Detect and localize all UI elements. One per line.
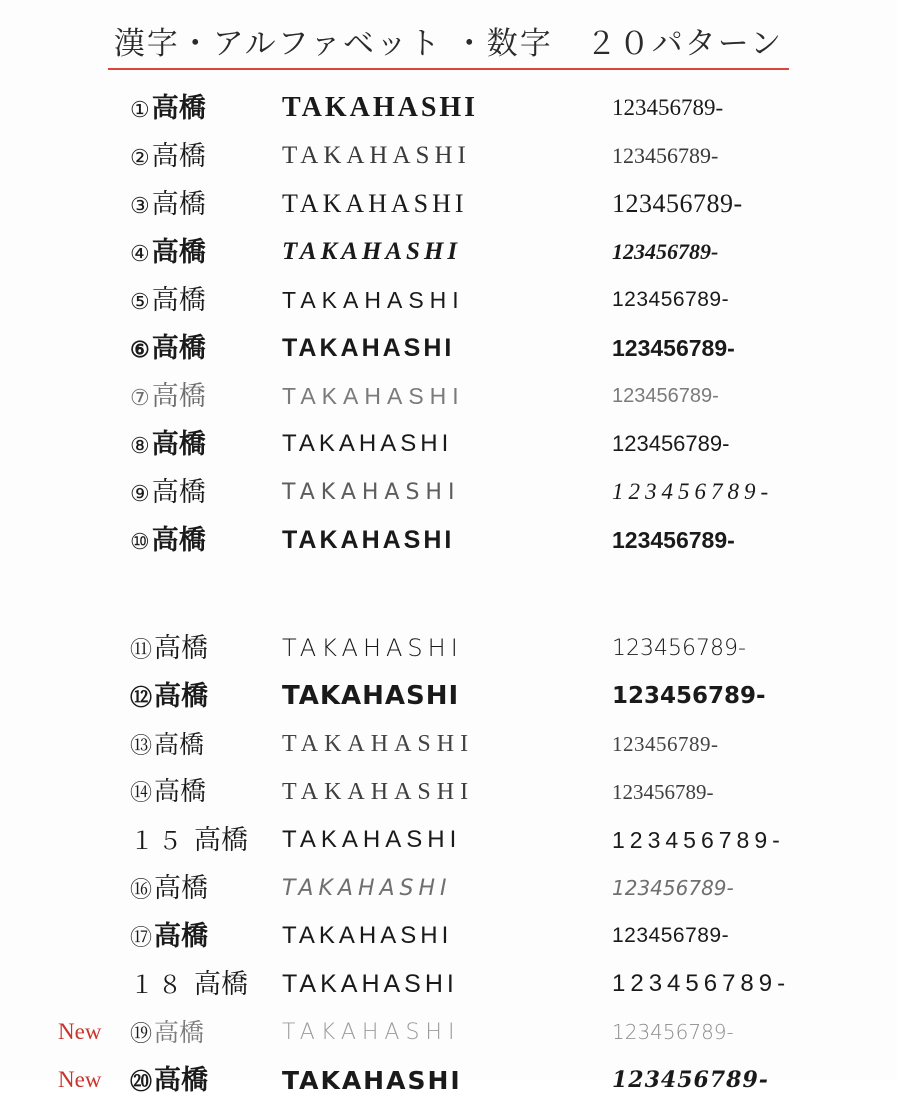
numerals-sample: 123456789- (612, 189, 743, 218)
kanji-text: 高橋 (151, 476, 206, 508)
kanji-sample (130, 332, 282, 364)
numerals-sample: 123456789- (612, 95, 724, 120)
kanji-sample (130, 1064, 282, 1096)
kanji-sample (130, 968, 282, 1000)
pattern-number: ⑫ (130, 684, 153, 710)
kanji-text: 高橋 (154, 872, 209, 904)
numerals-sample: 123456789- (612, 479, 774, 504)
pattern-row-17[interactable] (0, 912, 897, 960)
pattern-number: １５ (130, 827, 186, 855)
pattern-row-19[interactable] (0, 1008, 897, 1056)
numerals-sample: 123456789- (612, 526, 735, 553)
pattern-number: １８ (130, 971, 186, 999)
alphabet-sample: TAKAHASHI (282, 1019, 461, 1045)
pattern-row-1[interactable] (0, 84, 897, 132)
kanji-sample (130, 779, 282, 805)
pattern-row-2[interactable] (0, 132, 897, 180)
pattern-number: ⑭ (130, 780, 153, 805)
pattern-number: ⑰ (130, 924, 153, 950)
kanji-text: 高橋 (194, 824, 248, 856)
pattern-row-14[interactable] (0, 768, 897, 816)
numerals-sample: 123456789- (612, 239, 719, 264)
pattern-row-4[interactable] (0, 228, 897, 276)
pattern-number: ⑪ (130, 636, 153, 662)
title-block (0, 0, 897, 74)
pattern-row-12[interactable] (0, 672, 897, 720)
kanji-text: 高橋 (194, 968, 248, 1000)
numerals-sample: 123456789- (612, 143, 719, 168)
pattern-row-15[interactable] (0, 816, 897, 864)
numerals-sample: 123456789- (612, 334, 735, 361)
numerals-sample: 123456789- (612, 1067, 769, 1093)
pattern-row-16[interactable] (0, 864, 897, 912)
alphabet-sample: TAKAHASHI (282, 634, 463, 662)
kanji-sample (130, 140, 282, 172)
numerals-sample: 123456789- (612, 384, 719, 407)
alphabet-sample: TAKAHASHI (282, 922, 453, 949)
pattern-row-13[interactable] (0, 720, 897, 768)
pattern-number: ③ (130, 192, 150, 218)
kanji-sample (130, 872, 282, 904)
pattern-number: ⑬ (130, 732, 153, 758)
kanji-text: 高橋 (154, 1017, 205, 1047)
kanji-text: 高橋 (151, 524, 206, 556)
kanji-text: 高橋 (154, 632, 209, 664)
pattern-number: ⑥ (130, 336, 150, 362)
alphabet-sample: TAKAHASHI (282, 92, 479, 123)
kanji-sample (130, 920, 282, 952)
alphabet-sample: TAKAHASHI (282, 969, 458, 998)
alphabet-sample: TAKAHASHI (282, 681, 460, 711)
pattern-row-9[interactable] (0, 468, 897, 516)
alphabet-sample: TAKAHASHI (282, 382, 465, 409)
new-badge: New (58, 1067, 102, 1092)
kanji-sample (130, 632, 282, 664)
alphabet-sample: TAKAHASHI (282, 778, 475, 805)
kanji-sample (130, 92, 282, 124)
kanji-text: 高橋 (151, 140, 206, 172)
numerals-sample: 123456789- (612, 431, 730, 456)
alphabet-sample: TAKAHASHI (282, 826, 462, 853)
pattern-number: ① (130, 96, 150, 122)
pattern-number: ⑤ (130, 288, 150, 314)
pattern-row-5[interactable] (0, 276, 897, 324)
numerals-sample: 123456789- (612, 1020, 734, 1044)
alphabet-sample: TAKAHASHI (282, 875, 452, 901)
pattern-row-20[interactable] (0, 1056, 897, 1104)
numerals-sample: 123456789- (612, 779, 714, 804)
numerals-sample: 123456789- (612, 683, 766, 709)
numerals-sample: 123456789- (612, 924, 730, 947)
pattern-list-group-2 (0, 624, 897, 1104)
alphabet-sample: TAKAHASHI (282, 333, 455, 362)
pattern-row-3[interactable] (0, 180, 897, 228)
pattern-number: ⑳ (130, 1068, 153, 1094)
pattern-number: ④ (130, 240, 150, 266)
kanji-text: 高橋 (151, 428, 206, 460)
kanji-text: 高橋 (151, 284, 206, 316)
kanji-sample (130, 188, 282, 220)
alphabet-sample: TAKAHASHI (282, 1065, 462, 1095)
alphabet-sample: TAKAHASHI (282, 189, 468, 218)
kanji-sample (130, 236, 282, 268)
alphabet-sample: TAKAHASHI (282, 142, 471, 169)
alphabet-sample: TAKAHASHI (282, 730, 475, 757)
kanji-sample (130, 476, 282, 508)
kanji-sample (130, 729, 282, 759)
pattern-row-8[interactable] (0, 420, 897, 468)
alphabet-sample: TAKAHASHI (282, 525, 455, 554)
pattern-number: ⑧ (130, 432, 150, 458)
kanji-text: 高橋 (151, 92, 206, 124)
alphabet-sample: TAKAHASHI (282, 479, 461, 505)
alphabet-sample: TAKAHASHI (282, 286, 465, 313)
pattern-number: ⑯ (130, 876, 153, 902)
pattern-row-18[interactable] (0, 960, 897, 1008)
kanji-text: 高橋 (151, 380, 206, 412)
pattern-row-6[interactable] (0, 324, 897, 372)
numerals-sample: 123456789- (612, 826, 785, 853)
kanji-text: 高橋 (151, 188, 206, 220)
kanji-text: 高橋 (154, 1064, 209, 1096)
numerals-sample: 123456789- (612, 970, 791, 997)
kanji-text: 高橋 (154, 777, 207, 807)
page-title: 漢字・アルファベット ・数字 ２０パターン (108, 18, 789, 70)
pattern-number: ⑲ (130, 1020, 153, 1046)
kanji-sample (130, 1017, 282, 1047)
numerals-sample: 123456789- (612, 635, 746, 661)
kanji-sample (130, 428, 282, 460)
pattern-number: ② (130, 144, 150, 170)
kanji-text: 高橋 (151, 236, 206, 268)
alphabet-sample: TAKAHASHI (282, 430, 453, 457)
group-separator (0, 564, 897, 614)
kanji-sample (130, 284, 282, 316)
kanji-sample (130, 680, 282, 712)
kanji-text: 高橋 (154, 920, 209, 952)
numerals-sample: 123456789- (612, 876, 734, 900)
pattern-number: ⑩ (130, 528, 150, 554)
pattern-list-group-1 (0, 84, 897, 564)
pattern-row-7[interactable] (0, 372, 897, 420)
numerals-sample: 123456789- (612, 288, 730, 311)
kanji-sample (130, 824, 282, 856)
pattern-number: ⑨ (130, 480, 150, 506)
numerals-sample: 123456789- (612, 731, 719, 756)
alphabet-sample: TAKAHASHI (282, 238, 462, 265)
pattern-row-10[interactable] (0, 516, 897, 564)
pattern-row-11[interactable] (0, 624, 897, 672)
pattern-number: ⑦ (130, 384, 150, 410)
kanji-text: 高橋 (151, 332, 206, 364)
new-badge: New (58, 1019, 102, 1044)
kanji-text: 高橋 (154, 680, 209, 712)
kanji-sample (130, 380, 282, 412)
kanji-sample (130, 524, 282, 556)
kanji-text: 高橋 (154, 729, 205, 759)
